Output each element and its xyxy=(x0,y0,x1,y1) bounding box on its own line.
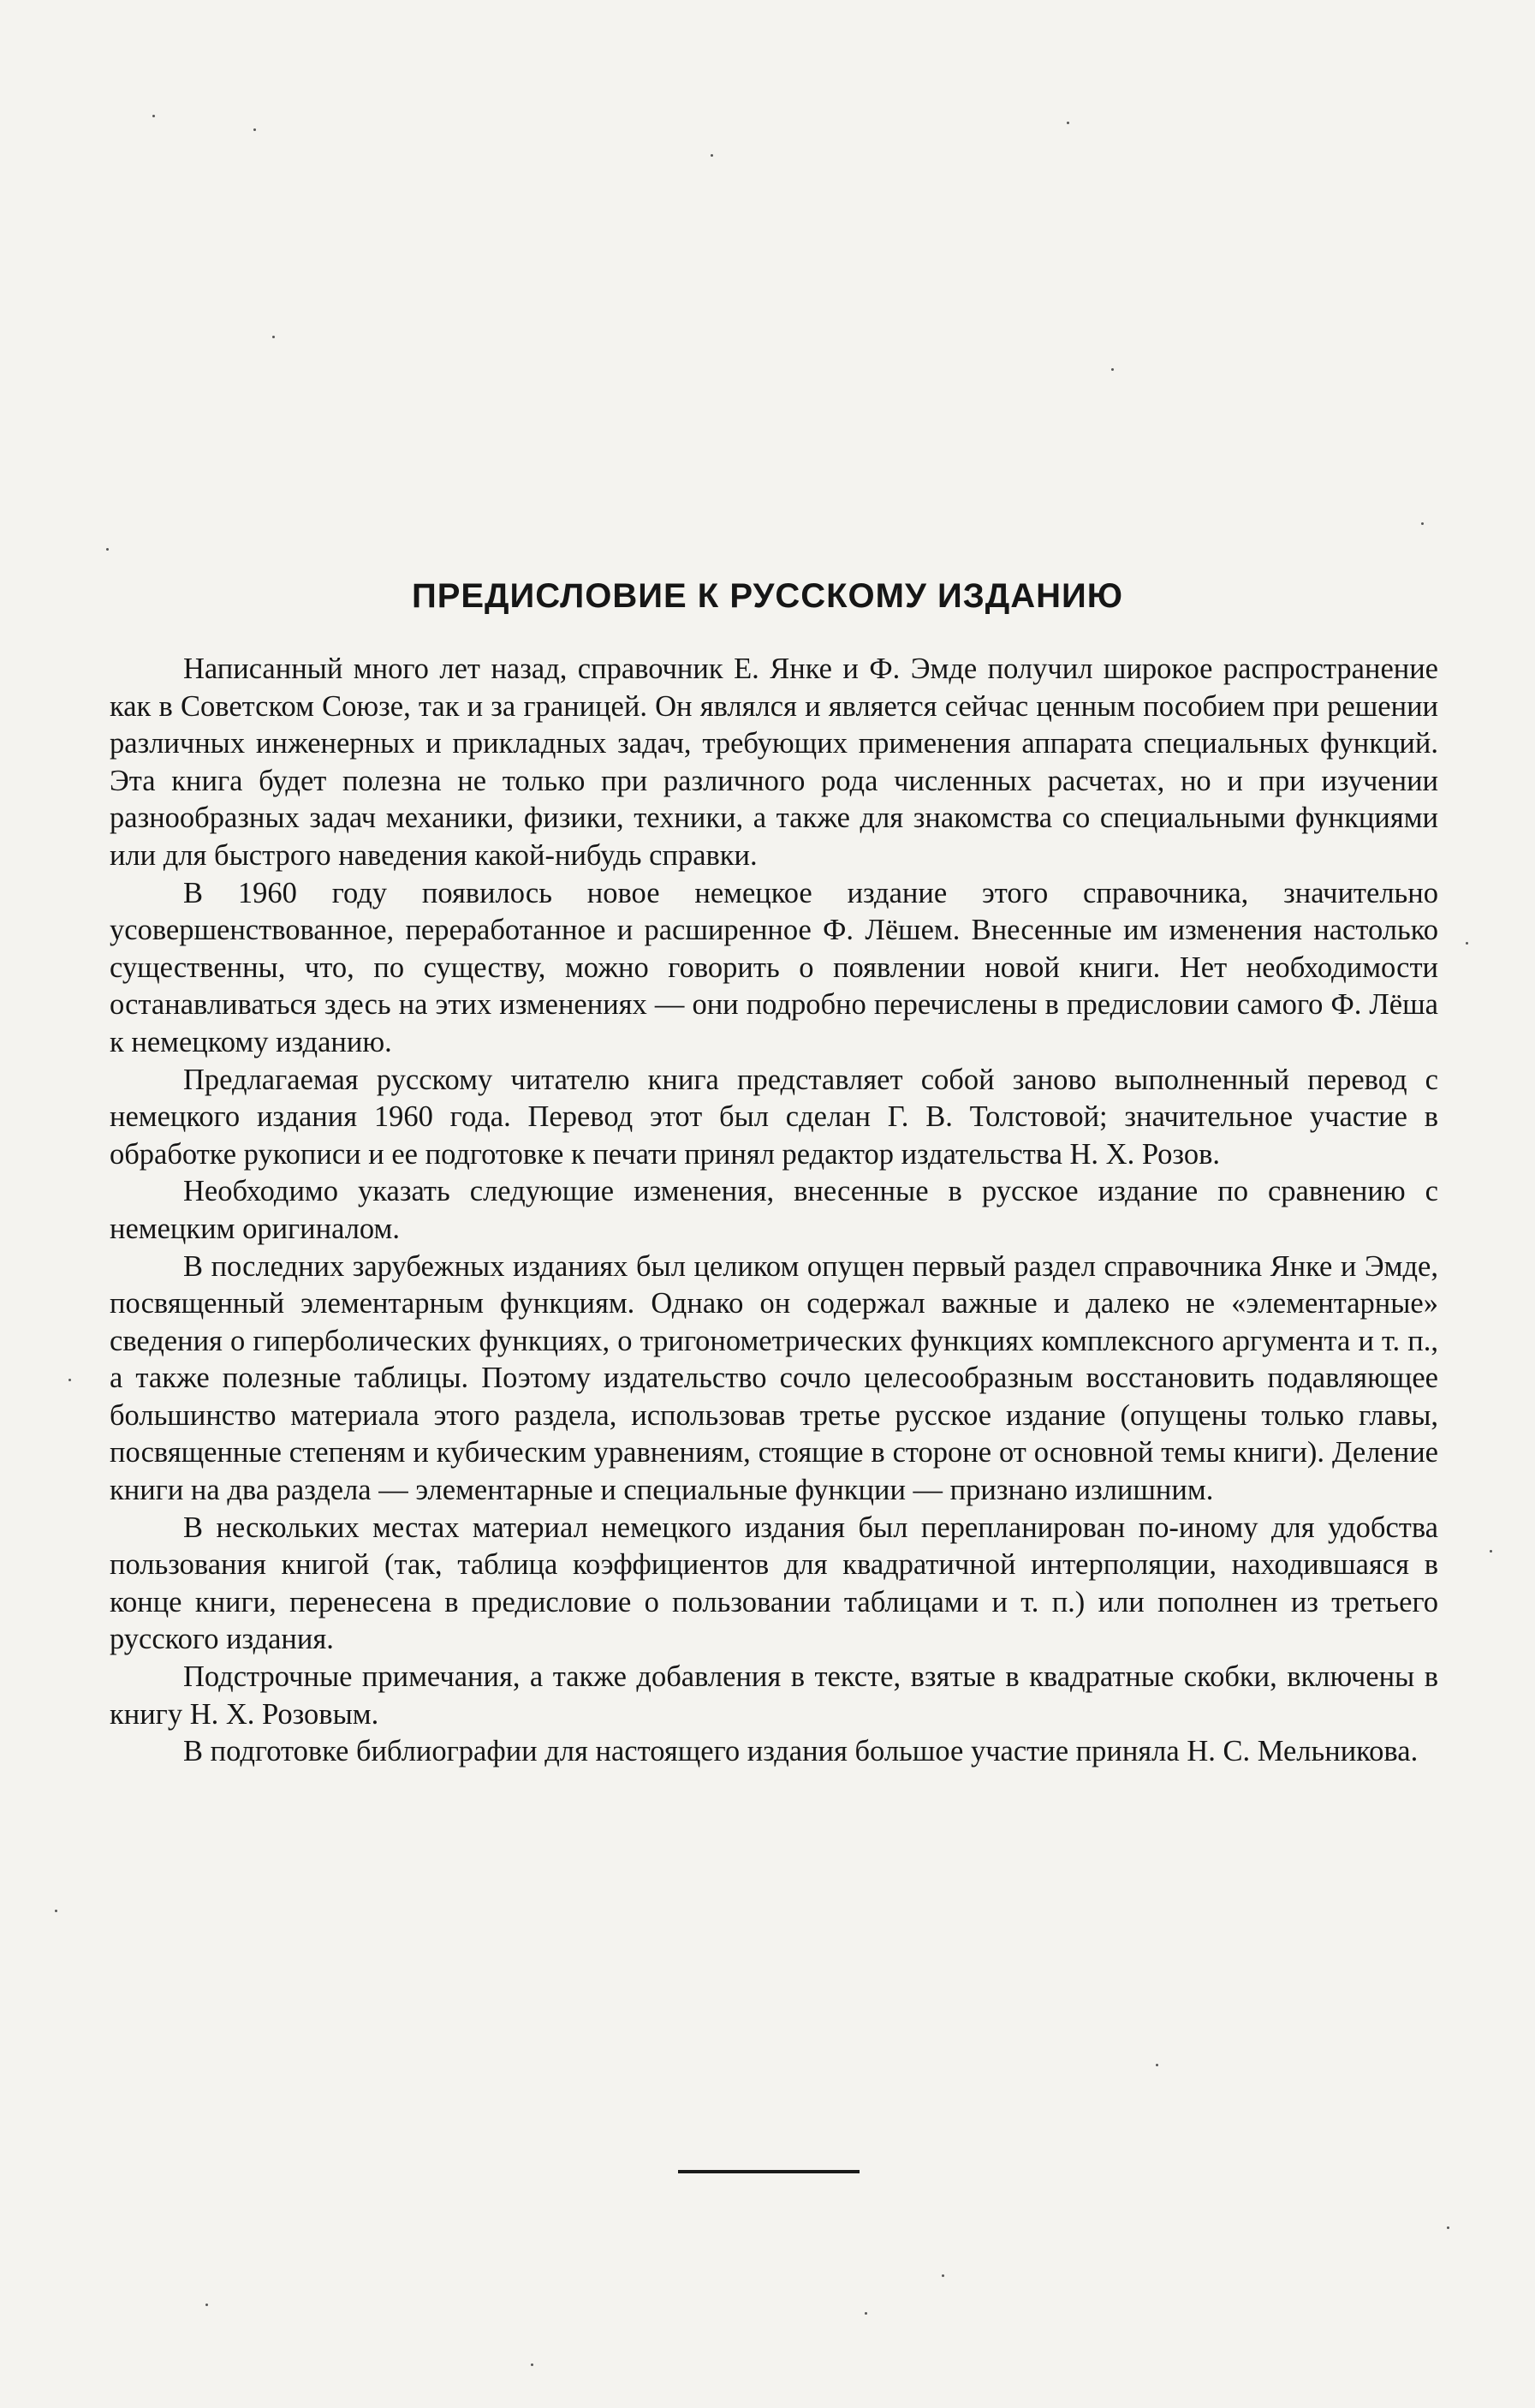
paragraph-6: В нескольких местах материал немецкого издания был перепланирован по-иному для удобства пользования книгой (так, таблица коэффициентов для квадратичной интерполяции, находившаяся в конце книги, перенесена в предисловие о пользовании таблицами и т. п.) или пополнен из третьего русского издания. xyxy=(110,1511,1438,1656)
scan-speck xyxy=(1421,522,1424,525)
scan-speck xyxy=(205,2304,208,2306)
scan-speck xyxy=(106,548,109,551)
scan-speck xyxy=(253,128,256,131)
paragraph-5: В последних зарубежных изданиях был целиком опущен первый раздел справочника Янке и Эмде, посвященный элементарным функциям. Однако он содержал важные и далеко не «элементарные» сведения о гиперболических функциях, о тригонометрических функциях комплексного аргумента и т. п., а также полезные таблицы. Поэтому издательство сочло целесообразным восстановить подавляющее большинство материала этого раздела, использовав третье русское издание (опущены только главы, посвященные степеням и кубическим уравнениям, стоящие в стороне от основной темы книги). Деление книги на два раздела — элементарные и специальные функции — признано излишним. xyxy=(110,1249,1438,1507)
end-divider-rule xyxy=(678,2170,860,2173)
paragraph-2: В 1960 году появилось новое немецкое издание этого справочника, значительно усовершенствованное, переработанное и расширенное Ф. Лёшем. Внесенные им изменения настолько существенны, что, по существу, можно говорить о появлении новой книги. Нет необходимости останавливаться здесь на этих изменениях — они подробно перечислены в предисловии самого Ф. Лёша к немецкому изданию. xyxy=(110,876,1438,1058)
scan-speck xyxy=(1067,122,1069,124)
scan-speck xyxy=(272,336,275,338)
paragraph-7: Подстрочные примечания, а также добавления в тексте, взятые в квадратные скобки, включены в книгу Н. Х. Розовым. xyxy=(110,1660,1438,1731)
scan-speck xyxy=(531,2363,533,2366)
body-text xyxy=(110,651,1438,1771)
scan-speck xyxy=(68,1379,71,1381)
scan-speck xyxy=(1156,2064,1158,2066)
scan-speck xyxy=(1111,368,1114,371)
paragraph-4: Необходимо указать следующие изменения, внесенные в русское издание по сравнению с немецким оригиналом. xyxy=(110,1175,1438,1245)
scan-speck xyxy=(942,2274,944,2277)
scan-speck xyxy=(1490,1550,1492,1553)
scan-speck xyxy=(711,154,713,157)
page-title: ПРЕДИСЛОВИЕ К РУССКОМУ ИЗДАНИЮ xyxy=(411,577,1124,615)
scan-speck xyxy=(152,115,155,117)
paragraph-1: Написанный много лет назад, справочник Е. Янке и Ф. Эмде получил широкое распространение как в Советском Союзе, так и за границей. Он являлся и является сейчас ценным пособием при решении различных инженерных и прикладных задач, требующих применения аппарата специальных функций. Эта книга будет полезна не только при различного рода численных расчетах, но и при изучении разнообразных задач механики, физики, техники, а также для знакомства со специальными функциями или для быстрого наведения какой-нибудь справки. xyxy=(110,653,1438,872)
paragraph-3: Предлагаемая русскому читателю книга представляет собой заново выполненный перевод с немецкого издания 1960 года. Перевод этот был сделан Г. В. Толстовой; значительное участие в обработке рукописи и ее подготовке к печати принял редактор издательства Н. Х. Розов. xyxy=(110,1063,1438,1171)
paragraph-8: В подготовке библиографии для настоящего издания большое участие приняла Н. С. Мельникова. xyxy=(183,1735,1419,1768)
scan-speck xyxy=(1447,2226,1449,2229)
scan-speck xyxy=(55,1910,57,1912)
scan-speck xyxy=(1466,942,1468,945)
scan-speck xyxy=(865,2312,867,2315)
